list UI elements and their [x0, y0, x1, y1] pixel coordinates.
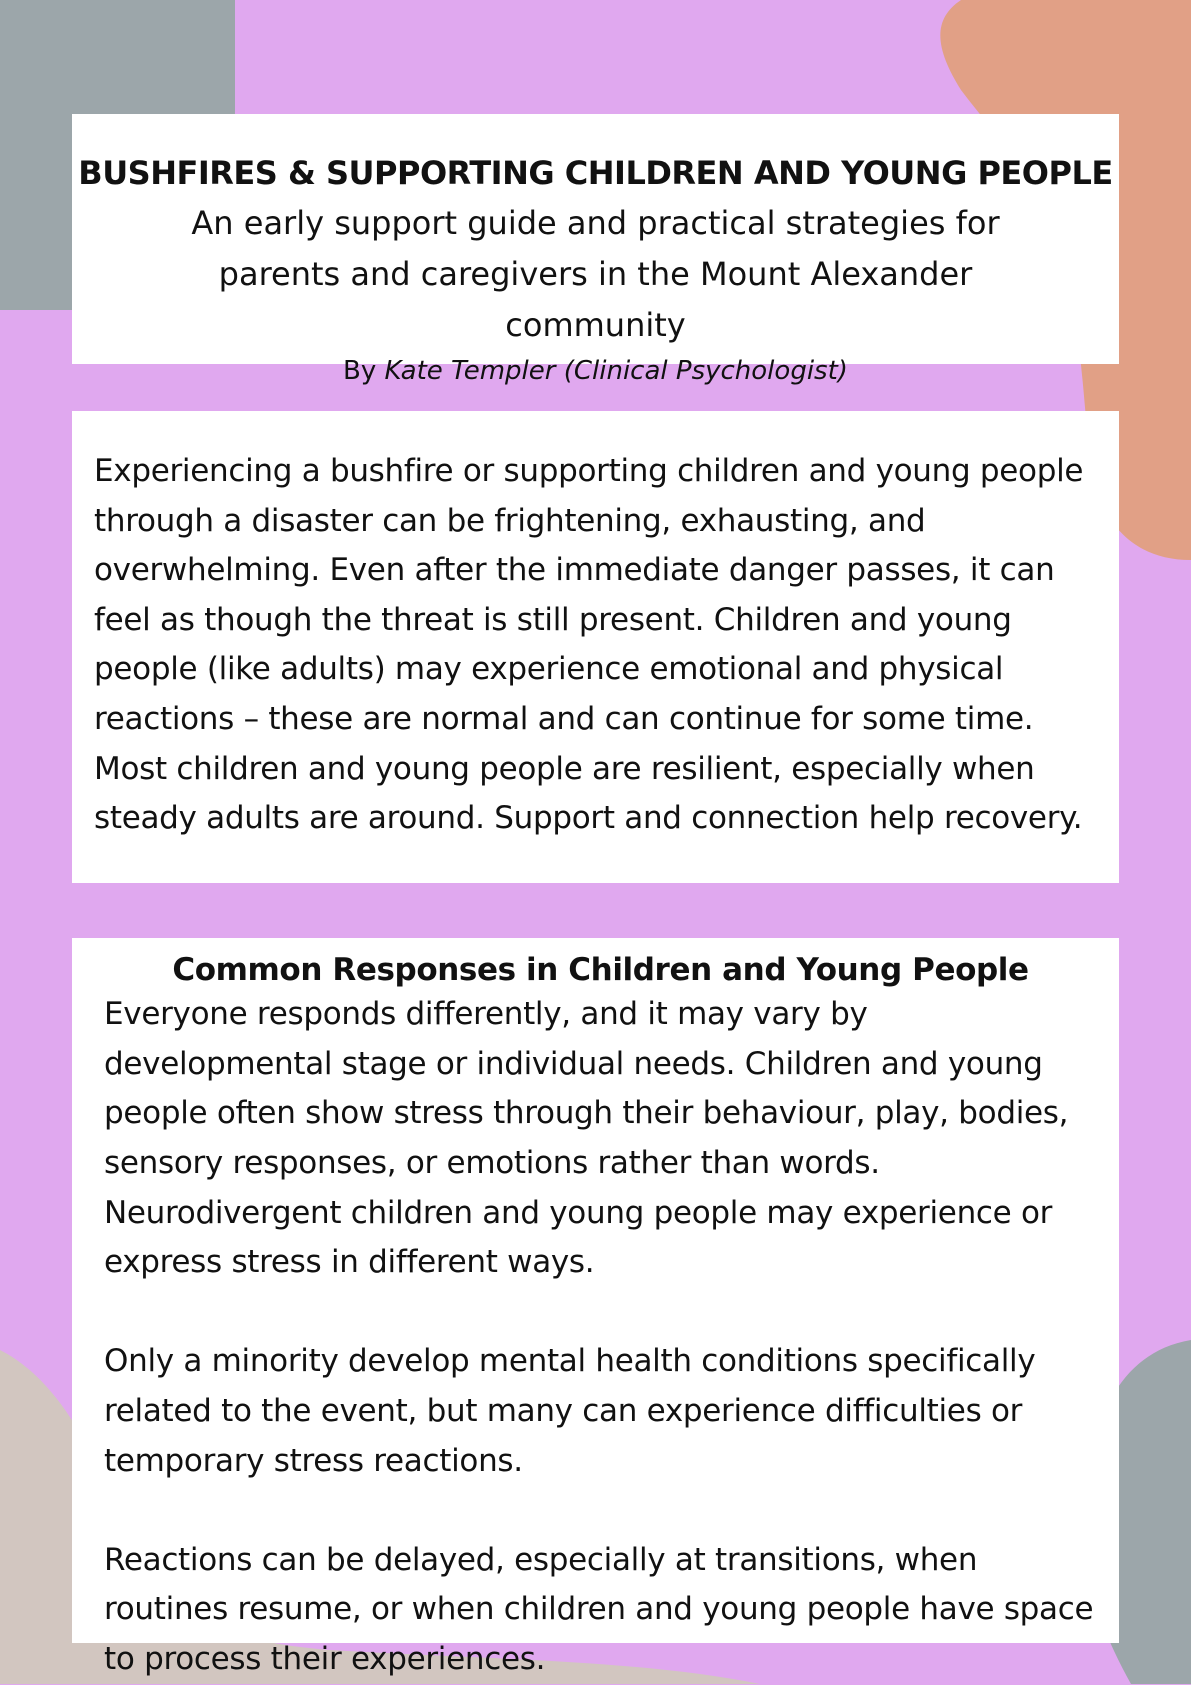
header-card: [72, 114, 1119, 387]
responses-paragraph-2: Only a minority develop mental health conditions specifically related to the event, but many can experience difficulties or temporary stress reactions.: [104, 1343, 1036, 1479]
responses-paragraph-3: Reactions can be delayed, especially at transitions, when routines resume, or when children and young people have space to process their experiences.: [104, 1541, 1094, 1678]
byline-author: Kate Templer (Clinical Psychologist): [384, 356, 848, 387]
intro-card: [72, 411, 1119, 883]
intro-text: Experiencing a bushfire or supporting children and young people through a disaster can be frightening, exhausting, and overwhelming. Even after the immediate danger passes, it can feel as though the threat is still present. Children and young people (like adults) may experience emotional and physical reactions – these are normal and can continue for some time. Most children and young people are resilient, especially when steady adults are around. Support and connection help recovery.: [94, 453, 1084, 837]
responses-paragraph-1: Everyone responds differently, and it may vary by developmental stage or individual needs. Children and young people often show stress through their behaviour, play, bodies, sensory responses, or emotions rather than words. Neurodivergent children and young people may experience or express stress in different ways.: [104, 996, 1069, 1281]
section-heading: Common Responses in Children and Young People: [172, 952, 1029, 988]
byline: [72, 351, 1119, 391]
responses-card: [72, 938, 1119, 1678]
byline-prefix: By: [343, 356, 377, 387]
page-subtitle: An early support guide and practical strategies for parents and caregivers in the Mount Alexander community: [191, 204, 1000, 345]
page-title: BUSHFIRES & SUPPORTING CHILDREN AND YOUNG PEOPLE: [78, 154, 1113, 192]
